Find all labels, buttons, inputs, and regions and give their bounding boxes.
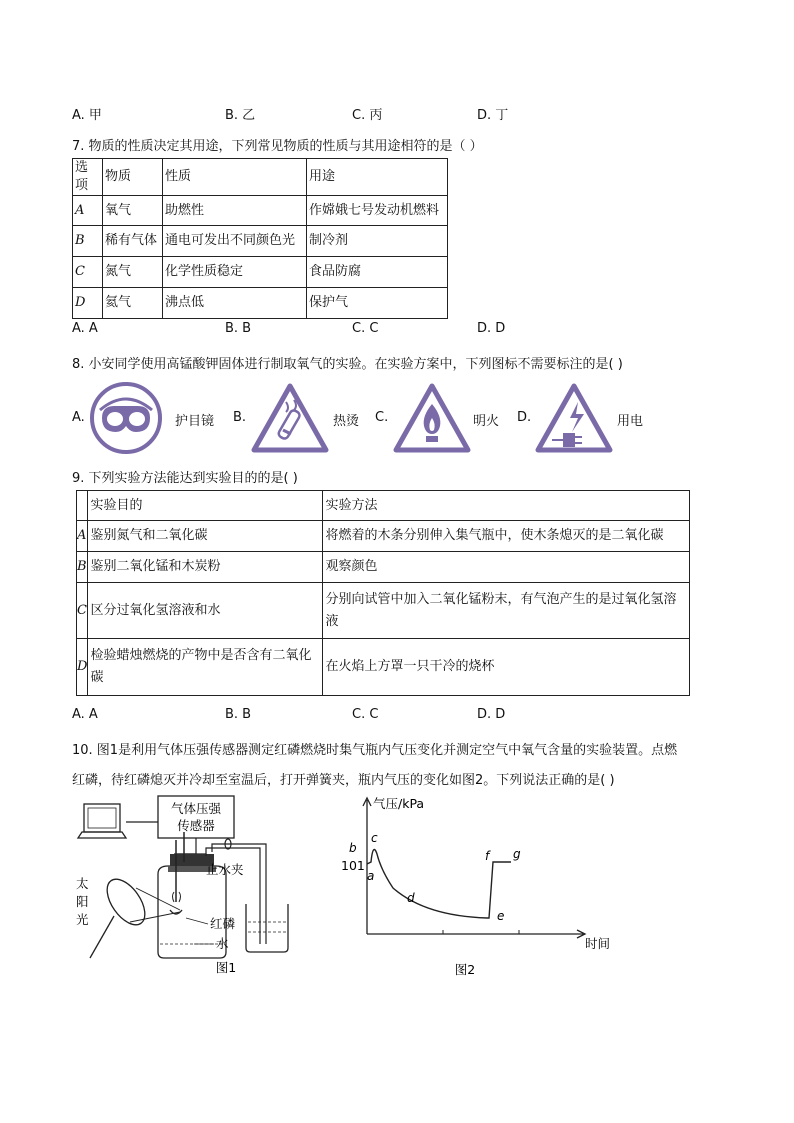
- cell: 观察颜色: [323, 552, 690, 583]
- table-row: [77, 521, 690, 552]
- cell: 稀有气体: [103, 226, 163, 257]
- header-cell: [77, 491, 88, 521]
- sign-label-flame: 明火: [473, 414, 500, 429]
- sensor-label-line1: 气体压强: [170, 801, 222, 816]
- figure-1-apparatus: [70, 792, 310, 982]
- cell: 助燃性: [163, 196, 307, 226]
- sign-label-hot: 热烫: [333, 414, 360, 429]
- cell: 氮气: [103, 257, 163, 288]
- cell: 化学性质稳定: [163, 257, 307, 288]
- option-cell: A: [77, 521, 88, 552]
- cell: 检验蜡烛燃烧的产物中是否含有二氧化碳: [88, 639, 323, 696]
- phosphorus-label: 红磷: [210, 916, 236, 931]
- cell: 作嫦娥七号发动机燃料: [307, 196, 448, 226]
- beaker: [246, 904, 288, 952]
- point-g: g: [513, 847, 521, 861]
- q9-stem: 9. 下列实验方法能达到实验目的的是( ): [72, 471, 298, 486]
- option-c[interactable]: C. C: [352, 321, 379, 336]
- figure-2-caption: 图2: [454, 962, 476, 977]
- option-c[interactable]: C. 丙: [352, 108, 383, 123]
- table-row: [77, 639, 690, 696]
- cell: 分别向试管中加入二氧化锰粉末，有气泡产生的是过氧化氢溶液: [323, 583, 690, 639]
- q9-options: [72, 707, 732, 725]
- sun-label-3: 光: [76, 912, 89, 927]
- table-row: [77, 583, 690, 639]
- figure-1-caption: 图1: [215, 960, 237, 975]
- option-b[interactable]: B. B: [225, 321, 252, 336]
- point-b: b: [349, 841, 357, 855]
- water-label: 水: [216, 936, 229, 951]
- table-row: [73, 196, 448, 226]
- q7-options: A. A B. B C. C D. D: [72, 321, 506, 336]
- q8-stem: 8. 小安同学使用高锰酸钾固体进行制取氧气的实验。在实验方案中，下列图标不需要标注的是( ): [72, 357, 623, 372]
- option-b[interactable]: B. B: [225, 707, 252, 722]
- point-a: a: [367, 869, 375, 883]
- cell: 氧气: [103, 196, 163, 226]
- q7-table: [72, 158, 448, 319]
- cell: 保护气: [307, 288, 448, 319]
- table-row: [73, 257, 448, 288]
- cell: 鉴别氮气和二氧化碳: [88, 521, 323, 552]
- sign-letter-b[interactable]: B.: [233, 410, 247, 425]
- q10-stem-line2: 红磷，待红磷熄灭并冷却至室温后，打开弹簧夹，瓶内气压的变化如图2。下列说法正确的是( ): [72, 773, 615, 788]
- option-d[interactable]: D. D: [477, 321, 506, 336]
- hot-surface-icon: [250, 380, 330, 456]
- sign-label-goggles: 护目镜: [175, 414, 215, 429]
- header-cell: 实验方法: [323, 491, 690, 521]
- open-flame-icon: [392, 380, 472, 456]
- point-e: e: [497, 909, 505, 923]
- table-row: [73, 288, 448, 319]
- goggles-icon: [88, 380, 164, 456]
- cell: 氦气: [103, 288, 163, 319]
- table-header-row: [77, 491, 690, 521]
- option-cell: B: [73, 226, 103, 257]
- header-cell: 用途: [307, 159, 448, 196]
- sign-letter-d[interactable]: D.: [517, 410, 532, 425]
- cell: 在火焰上方罩一只干冷的烧杯: [323, 639, 690, 696]
- option-cell: C: [73, 257, 103, 288]
- cell: 沸点低: [163, 288, 307, 319]
- header-cell: 物质: [103, 159, 163, 196]
- option-a[interactable]: A. 甲: [72, 108, 102, 123]
- cell: 将燃着的木条分别伸入集气瓶中，使木条熄灭的是二氧化碳: [323, 521, 690, 552]
- sensor-label-line2: 传感器: [177, 818, 215, 833]
- table-row: [77, 552, 690, 583]
- option-d[interactable]: D. D: [477, 707, 506, 722]
- electricity-icon: [534, 380, 614, 456]
- figure-2-pressure-graph: [335, 792, 625, 982]
- option-c[interactable]: C. C: [352, 707, 379, 722]
- q6-options: [72, 104, 732, 122]
- clamp-label: 止水夹: [206, 862, 244, 877]
- q10-stem-line1: 10. 图1是利用气体压强传感器测定红磷燃烧时集气瓶内气压变化并测定空气中氧气含量的实验装置。点燃: [72, 743, 678, 758]
- point-f: f: [485, 849, 490, 863]
- table-row: [73, 226, 448, 257]
- q7-stem: 7. 物质的性质决定其用途，下列常见物质的性质与其用途相符的是（ ）: [72, 139, 483, 154]
- sign-letter-c[interactable]: C.: [375, 410, 389, 425]
- q9-table: [76, 490, 690, 696]
- cell: 食品防腐: [307, 257, 448, 288]
- option-a[interactable]: A. A: [72, 707, 98, 722]
- sign-letter-a[interactable]: A.: [72, 410, 85, 425]
- option-b[interactable]: B. 乙: [225, 108, 256, 123]
- option-cell: A: [73, 196, 103, 226]
- sun-label-1: 太: [76, 876, 89, 891]
- point-d: d: [407, 891, 415, 905]
- magnifier-icon: [100, 873, 153, 932]
- cell: 鉴别二氧化锰和木炭粉: [88, 552, 323, 583]
- sign-label-electricity: 用电: [617, 414, 644, 429]
- option-cell: B: [77, 552, 88, 583]
- option-cell: D: [73, 288, 103, 319]
- point-c: c: [371, 831, 378, 845]
- tick-101: 101: [341, 858, 365, 873]
- option-d[interactable]: D. 丁: [477, 108, 509, 123]
- pressure-curve: [367, 850, 511, 919]
- x-axis-label: 时间: [585, 936, 611, 951]
- header-cell: 实验目的: [88, 491, 323, 521]
- header-cell: 选项: [73, 159, 103, 196]
- cell: 通电可发出不同颜色光: [163, 226, 307, 257]
- cell: 区分过氧化氢溶液和水: [88, 583, 323, 639]
- cell: 制冷剂: [307, 226, 448, 257]
- option-cell: D: [77, 639, 88, 696]
- option-cell: C: [77, 583, 88, 639]
- sun-label-2: 阳: [76, 894, 89, 909]
- y-axis-label: 气压/kPa: [373, 796, 425, 811]
- table-header-row: [73, 159, 448, 196]
- header-cell: 性质: [163, 159, 307, 196]
